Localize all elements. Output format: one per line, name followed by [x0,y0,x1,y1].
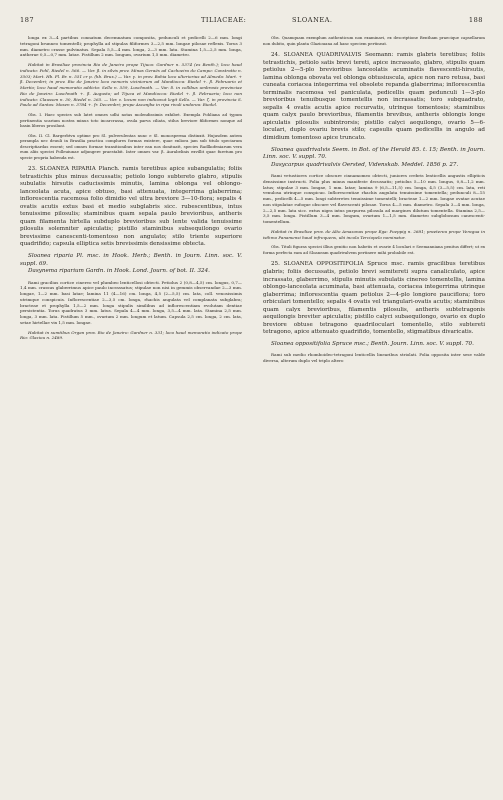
species-24-habitat: Habitat in Brasiliae prov. de Alto Amazonas prope Ega: Poeppig n. 2681; praeterea prope Veragua in isthmo Panamensi haud infrequens, ubi incola Terciopelo nominatur. [263,228,485,240]
species-24-diagnosis: 24. SLOANEA QUADRIVALVIS Seemann: ramis glabris teretibus; foliis tetrastichis, petiolo satis brevi tereti, apice incrassato, glabro, stipulis quam petiolus 2—5-plo brevioribus lanceolatis acuminatis flavescenti-hirsutis, lamina oblonga obovata vel oblonga obtusiuscula, apice non raro retusa, basi cuneata coriacea integerrima vel obsolete repanda glaberrima; inflorescentia terminalis racemosa vel paniculata, pedicellis quam pedunculi 1—3-plo brevioribus tenuibusque tomentellis non incrassatis; toro subquadrato, sepalis 4 ovatis acutis apice recurvatis, utrinque tomentosis; staminibus quam calyx paulo brevioribus, filamentis brevibus, antheris oblongis longe apiculatis pilosulis subintrorsis; pistillo calyci aequilongo, ovario 5—6-loculari, duplo ovariu brevis stilo; capsulis quam pedicellis in angulo ad dimidium tomentoso apice truncato. [263,52,485,142]
species-25-description: Rami sub medio rhomboideo-tetragoni lenticellis linearibus striolati. Folia opposita inter sese valde diversa, alterum duplo vel triplo altero [263,352,485,364]
observation-1: Obs. I. Haec species sub latet omnes udhi notas molendissimis exhibet. Exempla Pohliana ad typum pertinentia scarium nostra minus toto incarcrassa, ovula parva ciliata, stilus breviore filiformes nonque ad basin liberos prosilunt. [20,112,242,128]
right-column [263,35,485,364]
left-column [20,35,242,341]
header-genus-title: SLOANEA. [292,16,333,24]
citation-sloanea-quadrivalvis: Sloanea quadrivalvis Seem. in Bot. of the Herald 85. t. 15; Benth. in Journ. Linn. soc. V. suppl. 70. [263,146,485,161]
page-number-right: 188 [468,16,483,24]
observation-2: Obs. II. Cl. Bargerbtvn optime pro Sl. pulverulentas nunc e Sl. monosperma distinxit. Hujusdem autem perampla nec deuuli in Brasilia practica complures formas existere, quae enliora jam sub titulo speciarum descriptiardas essent; sed omnes formae transitionibus inter ean nos donituatt, species Radlkofeniarum vera eum aliis speciei Polleuiunae adjungere praestabit. Inter omnes var. β. Aurabelinis exvillit quae furetum pro specie propria habenda est. [20,132,242,160]
species-23-diagnosis: 23. SLOANEA RIPARIA Planch. ramis teretibus apice subangulatis; foliis tetrastichis plus minus decussatis; petiolo longo subtereto glabro, stipulis subulatis hirsutis caducissimis minutis, lamina oblonga vel oblongo-lanceolata acuta, apice obtuso, basi attenuata, integerrima glaberrima; inflorescentia racemosa folio dimidio vel ultra breviore 3—10-flora; sepalis 4 ovatis acutis extus basi et medio subglabris sicc. rubescentibus, intus tenuissime pilosulis; staminibus quam sepala paulo brevioribus, antheris quam filamenta hirtella subduplo brevioribus sub lente valida tenuissime pilosulis solemniter apiculatis; pistillo staminibus subsequilongo ovario brevissime canescenti-tomentoso non angulato; stilo triente superiore quadrifido; capsula elliptica setis brevissimis densissime obtecta. [20,166,242,248]
citation-dasycarpus-quadrivalvis: Dasycarpus quadrivalvis Oersted, Videnskab. Meddel. 1856 p. 27. [271,161,459,168]
observation-top: Obs. Quamquam exemplum authenticum non examinavi, ex descriptione Bentham praecique capsellarum non dubito, quin planta Glaziouana ad hanc speciem pertineat. [263,35,485,46]
header-family-title: TILIACEAE: [201,16,247,24]
species-23-description: Rami gracilius cortice cinereo vel plumbeo lenticellosi obtecti. Petiolus 2 (0,8—4,5) cm. longus, 0,7—1,4 mm. crassus glaberrimus apice paulo incrassatus; stipulae non nisi in gemmis observandae 2—3 mm. longae, 1—2 mm. basi latae; lamina 11 (4—16) cm. longa, 4,5 (2—5,5) cm. lata, coll. venosissimis utrimque conspicuis. Inflorescentiae 2—3,5 cm. longa, rhachis angulata vel complanata subglabra; bracteae et prophylla 1,5—2 mm. longa stipulis similibus ad inflorescentiam evolutam dentiae persistentia. Torus quadratus 3 mm. latus. Sepala 4—4 mm. longa, 3,5—4 mm. lata. Stamina 2,5 mm. longa, 3 mm. lata. Pistillum 5 mm., ovarium 2 mm. longum et latum. Capsula 2,5 cm. longa, 2 cm. lata, setae hirtellae vix 1,5 mm. longae. [20,279,242,325]
habitat-paragraph: Habitat in Brasiliae provincia Rio de Janeiro prope Tijuca: Gardner n. 5374 (ex Benth.); loco haud indicato: Pohl, Riedel n. 566. — Var. β. in silvis prov. Minas Geraës ad Cachoeira do Campo: Constratto n. 3503; Mart. Hb. Fl. Br. n. 551 cr p. (hb. Brux.) — Var. γ. in prov. Bahia loco ulteriorius ad Almeda: Mart. + β. Decembri; in prov. Rio de Janeiro loco nemoris viciniorum ad Mandiocca: Riedel +. β. Februario et Martio; loco haud memoratio addicto: Sello n. 559, Luschnath. — Var. δ. in collibus umbrosis provinciae Rio de Janeiro: Luschnath +. β. Augusto; ad Tijuca et Mandiocca: Riedel +. β. Februario; loco non indicato: Claussen n. 30, Riedel n. 265. — Var. ε. locum non indicavut legit Sello. — Var. ζ. in provincia S. Paulo ad Santos: Mosen n. 3784 +. fr. Decembri; prope Ascanjba in ripa rivuli undorea: Riedel. [20,62,242,108]
citation-dasynema-riparium: Dasynema riparium Gardn. in Hook. Lond. Journ. of bot. II. 324. [28,268,210,275]
citation-sloanea-oppositifolia: Sloanea oppositifolia Spruce msc.; Benth. Journ. Linn. soc. V. suppl. 70. [271,340,474,347]
page-number-left: 187 [20,16,35,24]
species-25-diagnosis: 25. SLOANEA OPPOSITIFOLIA Spruce msc. ramis gracilibus teretibus glabris; foliis decussatis, petiolo brevi semitereti supra canaliculato, apice incrassato, glaberrimo, stipulis minutis subulatis cinereo tomentellis, lamina oblongo-lanceolata acuminata, basi attenuata, coriacea integerrima utrinque glaberrima; inflorescentia quam petiolus 2—4-plo longiore pauciflora; toro orbiculari tomentello; sepalis 4 ovatis vel triangulari-ovatis acutis; staminibus quam calyx brevioribus, filamentis pilosulis, antheris subtetragonis aequilongis breviter apiculatis; pistillo calyci subaequilongo, ovario ex duplo breviore obtuse tetragono quadriloculari tomentello, stilo subtereti tetragono, apice attenuato quadrifido, tomentello, stigmatibus divaricatis. [263,261,485,336]
species-24-description: Rami vetustiores cortice obscure cinnamomeo obtecti, juniores crebris lenticellis angustis ellipticis densissime instructi. Folia plus minus manifeste decussatis; petiolus 5—10 mm. longus, 0,8—1,2 mm. latus; stipulae 3 mm. longae, 1 mm. latae; lamina 9 (6,5—11,5) cm. longa, 4,5 (3—5,5) cm. lata, reti venulosa utrinque conspicuo. Inflorescentiae rhachis angulata tenuissime tomentella; pedunculi 8—15 mm., pedicelli 4—5 mm. longi subteretes tenuissime tomentelli; bracteae 1—2 mm. longae ovatae acutae non stipulatae rufoque obscure vel flavescenti pilosae. Torus 4—5 mm. diametro. Sepala 3—4 mm. longa, 2—2,5 mm. lata sicc. extus nigra intus purpurea pilosula ad margines dilutum tomentella. Stamina 2,5—3,5 mm. longa. Pistillum 3—4 mm. longum, ovarium 1—1,5 mm. diametro subglobosum canescenti-tomentellum. [263,173,485,225]
species-24-observation: Obs. Tituli figuras speciei illius genitio non habetis et ovarie 4 loculari e Seemanniana penitus differt; ut ex forma perfecta eam ad Sloaneam quadrivalvem pertinere mihi probabile est. [263,244,485,255]
description-continued: longa ex 3—4 partibus connatum decemnatum composita, pedunculi et pedicelli 2—6 mm. longi tetragoni brunneo tomentelli; prophylla ad stipulas filiformes 3—2,5 mm. longae pilosae reflexis. Torus 3 mm. diametro crasse pulvinatus. Sepala 5,5—4 mm. longa, 2—3 mm. lata. Stamina 1,5—2,5 mm. longa, antherae 0,5—0,7 mm. latae. Pistillum 2 mm. longum, ovarium 1,5 mm. diametro. [20,35,242,58]
species-23-habitat: Habitat in sumtibus Organ prov. Rio de Janeiro: Gardner n. 331; loco haud memoratio indicato prope Rio: Glaziou n. 2489. [20,329,242,341]
running-header [20,16,483,28]
citation-sloanea-riparia: Sloanea riparia Pl. msc. in Hook. Herb.; Benth. in Journ. Linn. soc. V. suppl. 69. [20,253,242,267]
